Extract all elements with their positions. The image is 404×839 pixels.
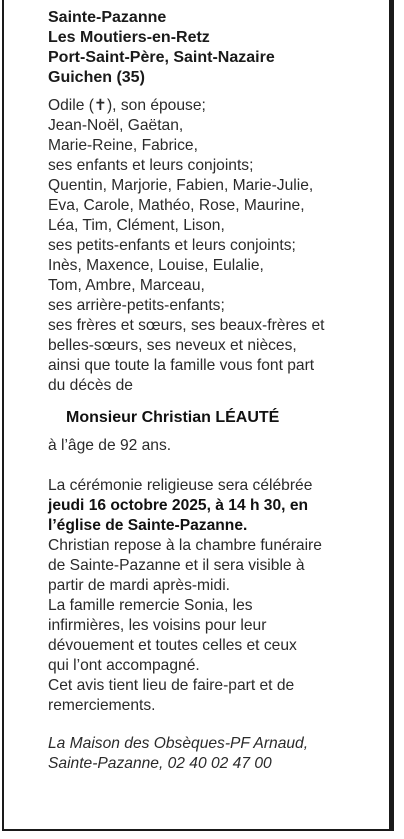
age-line: à l’âge de 92 ans. [48, 437, 172, 454]
places-list [48, 8, 358, 88]
ceremony-line: partir de mardi après-midi. [48, 577, 230, 594]
family-line: Odile (✝), son épouse; [48, 97, 206, 114]
place-line: Guichen (35) [48, 69, 145, 86]
family-line: Inès, Maxence, Louise, Eulalie, [48, 257, 264, 274]
family-line: Jean-Noël, Gaëtan, [48, 117, 184, 134]
family-line: du décès de [48, 377, 133, 394]
ceremony-line: Cet avis tient lieu de faire-part et de [48, 677, 295, 694]
place-line: Port-Saint-Père, Saint-Nazaire [48, 49, 275, 66]
family-line: ses frères et sœurs, ses beaux-frères et [48, 317, 325, 334]
family-line: Marie-Reine, Fabrice, [48, 137, 198, 154]
family-list [48, 96, 358, 396]
ceremony-line: remerciements. [48, 697, 156, 714]
ceremony-date: jeudi 16 octobre 2025, à 14 h 30, en [48, 497, 309, 514]
ceremony-block [48, 476, 358, 716]
ceremony-line: infirmières, les voisins pour leur [48, 617, 267, 634]
funeral-home-contact: Sainte-Pazanne, 02 40 02 47 00 [48, 755, 272, 772]
funeral-home-name: La Maison des Obsèques-PF Arnaud, [48, 735, 309, 752]
family-line: ses petits-enfants et leurs conjoints; [48, 237, 296, 254]
family-line: Léa, Tim, Clément, Lison, [48, 217, 225, 234]
family-line: Quentin, Marjorie, Fabien, Marie-Julie, [48, 177, 314, 194]
ceremony-line: de Sainte-Pazanne et il sera visible à [48, 557, 305, 574]
family-line: ses enfants et leurs conjoints; [48, 157, 254, 174]
place-line: Sainte-Pazanne [48, 9, 167, 26]
family-line: ainsi que toute la famille vous font part [48, 357, 315, 374]
ceremony-line: La famille remercie Sonia, les [48, 597, 253, 614]
place-line: Les Moutiers-en-Retz [48, 29, 210, 46]
ceremony-intro: La cérémonie religieuse sera célébrée [48, 477, 313, 494]
family-line: Tom, Ambre, Marceau, [48, 277, 205, 294]
deceased-name: Monsieur Christian LÉAUTÉ [66, 409, 280, 426]
ceremony-line: qui l’ont accompagné. [48, 657, 200, 674]
family-line: Eva, Carole, Mathéo, Rose, Maurine, [48, 197, 305, 214]
funeral-home [48, 734, 358, 774]
ceremony-location: l’église de Sainte-Pazanne. [48, 517, 248, 534]
ceremony-line: Christian repose à la chambre funéraire [48, 537, 322, 554]
family-line: belles-sœurs, ses neveux et nièces, [48, 337, 297, 354]
obituary-notice [48, 8, 358, 774]
ceremony-line: dévouement et toutes celles et ceux [48, 637, 297, 654]
family-line: ses arrière-petits-enfants; [48, 297, 225, 314]
